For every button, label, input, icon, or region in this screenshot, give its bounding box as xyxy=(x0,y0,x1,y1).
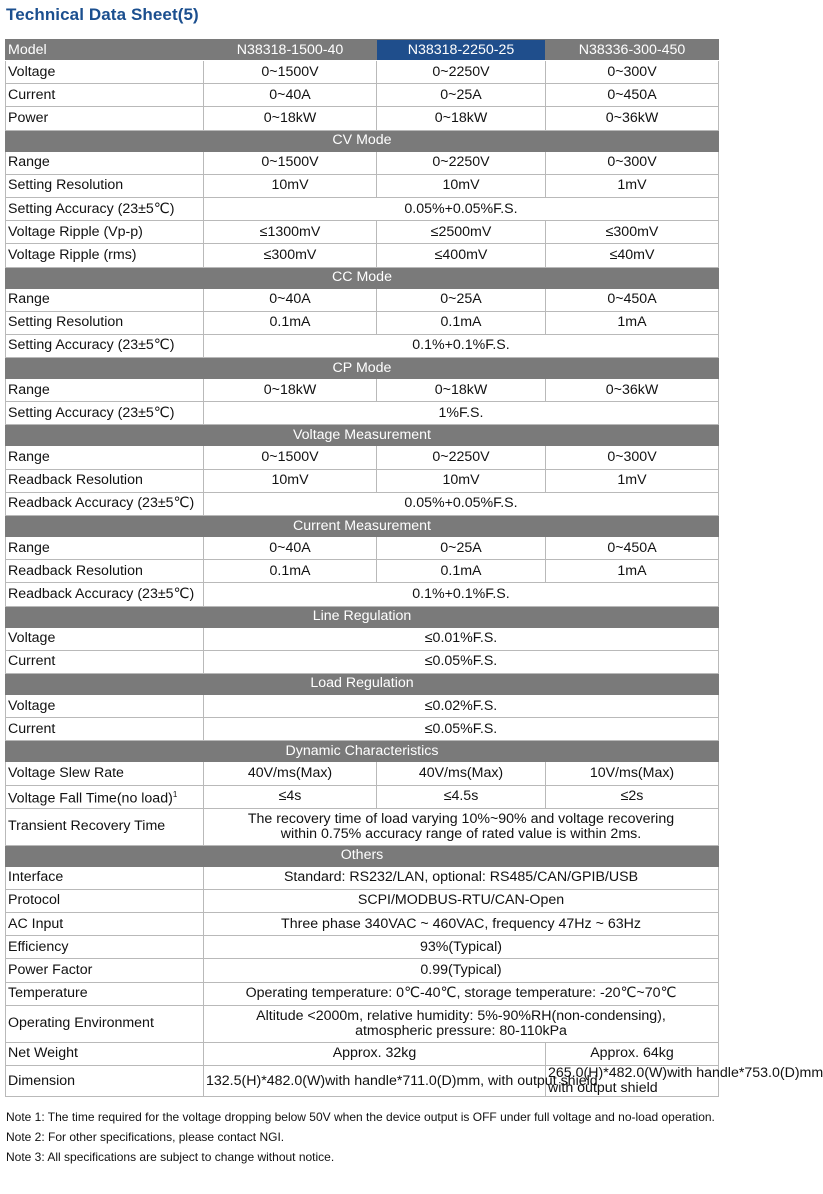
row-label: Transient Recovery Time xyxy=(6,808,204,845)
cell: 0~300V xyxy=(546,446,719,469)
model-2: N38318-2250-25 xyxy=(377,40,546,61)
table-row xyxy=(6,288,719,311)
cell: ≤0.02%F.S. xyxy=(204,694,719,717)
cell: 0~18kW xyxy=(204,107,377,130)
row-label: Protocol xyxy=(6,889,204,912)
table-row xyxy=(6,650,719,673)
row-label: Setting Resolution xyxy=(6,174,204,197)
table-row xyxy=(6,151,719,174)
cell: 0~300V xyxy=(546,61,719,84)
cell: 0~36kW xyxy=(546,379,719,402)
row-label: Setting Resolution xyxy=(6,311,204,334)
table-row xyxy=(6,718,719,741)
cell: 0~18kW xyxy=(204,379,377,402)
section-header-voltage-measurement: Voltage Measurement xyxy=(6,425,719,446)
row-label: Range xyxy=(6,446,204,469)
table-row xyxy=(6,1005,719,1042)
cell: 0.99(Typical) xyxy=(204,959,719,982)
table-row xyxy=(6,311,719,334)
row-label: Setting Accuracy (23±5℃) xyxy=(6,334,204,357)
table-row xyxy=(6,560,719,583)
section-header-others: Others xyxy=(6,845,719,866)
cell: 0~1500V xyxy=(204,151,377,174)
row-label: Setting Accuracy (23±5℃) xyxy=(6,197,204,220)
table-row xyxy=(6,402,719,425)
table-row xyxy=(6,583,719,606)
row-label: Range xyxy=(6,537,204,560)
cell: 0~36kW xyxy=(546,107,719,130)
cell: 1mA xyxy=(546,311,719,334)
row-label: Power Factor xyxy=(6,959,204,982)
cell: ≤4s xyxy=(204,785,377,808)
table-row xyxy=(6,982,719,1005)
row-label: Voltage Ripple (Vp-p) xyxy=(6,221,204,244)
row-label: Power xyxy=(6,107,204,130)
cell: 0~450A xyxy=(546,84,719,107)
row-label xyxy=(6,785,204,808)
cell: 10V/ms(Max) xyxy=(546,762,719,785)
cell: 1mV xyxy=(546,469,719,492)
cell: ≤0.05%F.S. xyxy=(204,650,719,673)
table-row xyxy=(6,1066,719,1097)
cell-line: with output shield xyxy=(548,1080,658,1096)
row-label: Range xyxy=(6,151,204,174)
table-row xyxy=(6,244,719,267)
cell: 0~40A xyxy=(204,84,377,107)
note-1: Note 1: The time required for the voltage dropping below 50V when the device output is OFF under full voltage and no-load operation. xyxy=(6,1110,715,1124)
cell: ≤0.05%F.S. xyxy=(204,718,719,741)
cell: 10mV xyxy=(377,174,546,197)
cell: 0~18kW xyxy=(377,107,546,130)
cell: 0~40A xyxy=(204,288,377,311)
cell: 10mV xyxy=(377,469,546,492)
notes xyxy=(6,1112,730,1172)
footnote-mark: 1 xyxy=(172,789,178,799)
cell: ≤4.5s xyxy=(377,785,546,808)
row-label: Readback Resolution xyxy=(6,469,204,492)
cell: ≤2500mV xyxy=(377,221,546,244)
row-label: Readback Accuracy (23±5℃) xyxy=(6,583,204,606)
table-row xyxy=(6,762,719,785)
cell: 10mV xyxy=(204,469,377,492)
table-row xyxy=(6,469,719,492)
row-label-text: Voltage Fall Time(no load) xyxy=(8,790,173,807)
cell: 0~2250V xyxy=(377,151,546,174)
cell: Approx. 32kg xyxy=(204,1042,546,1065)
row-label: Interface xyxy=(6,866,204,889)
row-label: Setting Accuracy (23±5℃) xyxy=(6,402,204,425)
cell: 0~25A xyxy=(377,84,546,107)
cell: ≤0.01%F.S. xyxy=(204,627,719,650)
table-row xyxy=(6,446,719,469)
cell: 0.05%+0.05%F.S. xyxy=(204,197,719,220)
header-label: Model xyxy=(6,40,204,61)
table-row xyxy=(6,221,719,244)
spec-table xyxy=(5,39,823,1097)
cell: 0.1mA xyxy=(377,560,546,583)
table-row xyxy=(6,61,719,84)
cell: 93%(Typical) xyxy=(204,936,719,959)
row-label: Net Weight xyxy=(6,1042,204,1065)
cell: 0~450A xyxy=(546,537,719,560)
table-row xyxy=(6,866,719,889)
note-2: Note 2: For other specifications, please contact NGI. xyxy=(6,1130,285,1144)
table-row xyxy=(6,785,719,808)
cell: 0~2250V xyxy=(377,446,546,469)
section-header-line-regulation: Line Regulation xyxy=(6,606,719,627)
cell: 0~25A xyxy=(377,537,546,560)
row-label: Efficiency xyxy=(6,936,204,959)
cell: Three phase 340VAC ~ 460VAC, frequency 47Hz ~ 63Hz xyxy=(204,913,719,936)
cell: 1mV xyxy=(546,174,719,197)
cell: 0~300V xyxy=(546,151,719,174)
cell: ≤2s xyxy=(546,785,719,808)
section-header-load-regulation: Load Regulation xyxy=(6,673,719,694)
cell: 1%F.S. xyxy=(204,402,719,425)
section-header-current-measurement: Current Measurement xyxy=(6,516,719,537)
table-row xyxy=(6,1042,719,1065)
cell-line: atmospheric pressure: 80-110kPa xyxy=(355,1022,567,1039)
row-label: Voltage xyxy=(6,694,204,717)
table-row xyxy=(6,537,719,560)
cell: SCPI/MODBUS-RTU/CAN-Open xyxy=(204,889,719,912)
table-row xyxy=(6,808,719,845)
cell: 0~1500V xyxy=(204,446,377,469)
cell: 0.05%+0.05%F.S. xyxy=(204,492,719,515)
table-row xyxy=(6,889,719,912)
cell: ≤300mV xyxy=(204,244,377,267)
cell: 0~40A xyxy=(204,537,377,560)
table-row xyxy=(6,627,719,650)
cell: 0~2250V xyxy=(377,61,546,84)
table-row xyxy=(6,379,719,402)
table-row xyxy=(6,84,719,107)
cell: Approx. 64kg xyxy=(546,1042,719,1065)
model-1: N38318-1500-40 xyxy=(204,40,377,61)
section-header-dynamic: Dynamic Characteristics xyxy=(6,741,719,762)
section-header-cp: CP Mode xyxy=(6,358,719,379)
row-label: Voltage xyxy=(6,61,204,84)
cell: 40V/ms(Max) xyxy=(204,762,377,785)
cell xyxy=(204,1005,719,1042)
row-label: Current xyxy=(6,650,204,673)
row-label: Voltage xyxy=(6,627,204,650)
cell: ≤300mV xyxy=(546,221,719,244)
cell: ≤400mV xyxy=(377,244,546,267)
row-label: Current xyxy=(6,84,204,107)
row-label: Readback Accuracy (23±5℃) xyxy=(6,492,204,515)
section-header-cv: CV Mode xyxy=(6,130,719,151)
table-row xyxy=(6,197,719,220)
cell: 0.1mA xyxy=(377,311,546,334)
cell: 0.1%+0.1%F.S. xyxy=(204,583,719,606)
row-label: Range xyxy=(6,379,204,402)
section-header-cc: CC Mode xyxy=(6,267,719,288)
table-row xyxy=(6,913,719,936)
cell-line: The recovery time of load varying 10%~90% and voltage recovering xyxy=(247,810,675,827)
note-3: Note 3: All specifications are subject to change without notice. xyxy=(6,1150,335,1164)
cell: Operating temperature: 0℃-40℃, storage temperature: -20℃~70℃ xyxy=(204,982,719,1005)
header-row xyxy=(6,40,719,61)
cell: 0~25A xyxy=(377,288,546,311)
row-label: Current xyxy=(6,718,204,741)
row-label: AC Input xyxy=(6,913,204,936)
cell xyxy=(204,808,719,845)
table-row xyxy=(6,959,719,982)
page-title: Technical Data Sheet(5) xyxy=(6,5,199,24)
cell-line: Altitude <2000m, relative humidity: 5%-90%RH(non-condensing), xyxy=(256,1007,666,1024)
row-label: Temperature xyxy=(6,982,204,1005)
cell: 1mA xyxy=(546,560,719,583)
table-row xyxy=(6,936,719,959)
cell: Standard: RS232/LAN, optional: RS485/CAN/GPIB/USB xyxy=(204,866,719,889)
cell-line: 265.0(H)*482.0(W)with handle*753.0(D)mm xyxy=(548,1065,823,1081)
table-row xyxy=(6,174,719,197)
cell: 0~1500V xyxy=(204,61,377,84)
row-label: Voltage Ripple (rms) xyxy=(6,244,204,267)
row-label: Operating Environment xyxy=(6,1005,204,1042)
cell xyxy=(546,1065,823,1097)
cell: 0.1mA xyxy=(204,560,377,583)
cell: 0.1mA xyxy=(204,311,377,334)
cell: ≤1300mV xyxy=(204,221,377,244)
model-3: N38336-300-450 xyxy=(546,40,719,61)
cell: 40V/ms(Max) xyxy=(377,762,546,785)
cell: 132.5(H)*482.0(W)with handle*711.0(D)mm, with output shield xyxy=(204,1066,546,1097)
table-row xyxy=(6,107,719,130)
cell: 10mV xyxy=(204,174,377,197)
cell: ≤40mV xyxy=(546,244,719,267)
row-label: Dimension xyxy=(6,1066,204,1097)
cell: 0.1%+0.1%F.S. xyxy=(204,334,719,357)
row-label: Voltage Slew Rate xyxy=(6,762,204,785)
table-row xyxy=(6,492,719,515)
cell-line: within 0.75% accuracy range of rated value is within 2ms. xyxy=(280,825,642,842)
table-row xyxy=(6,334,719,357)
cell: 0~18kW xyxy=(377,379,546,402)
table-row xyxy=(6,694,719,717)
row-label: Readback Resolution xyxy=(6,560,204,583)
row-label: Range xyxy=(6,288,204,311)
cell: 0~450A xyxy=(546,288,719,311)
